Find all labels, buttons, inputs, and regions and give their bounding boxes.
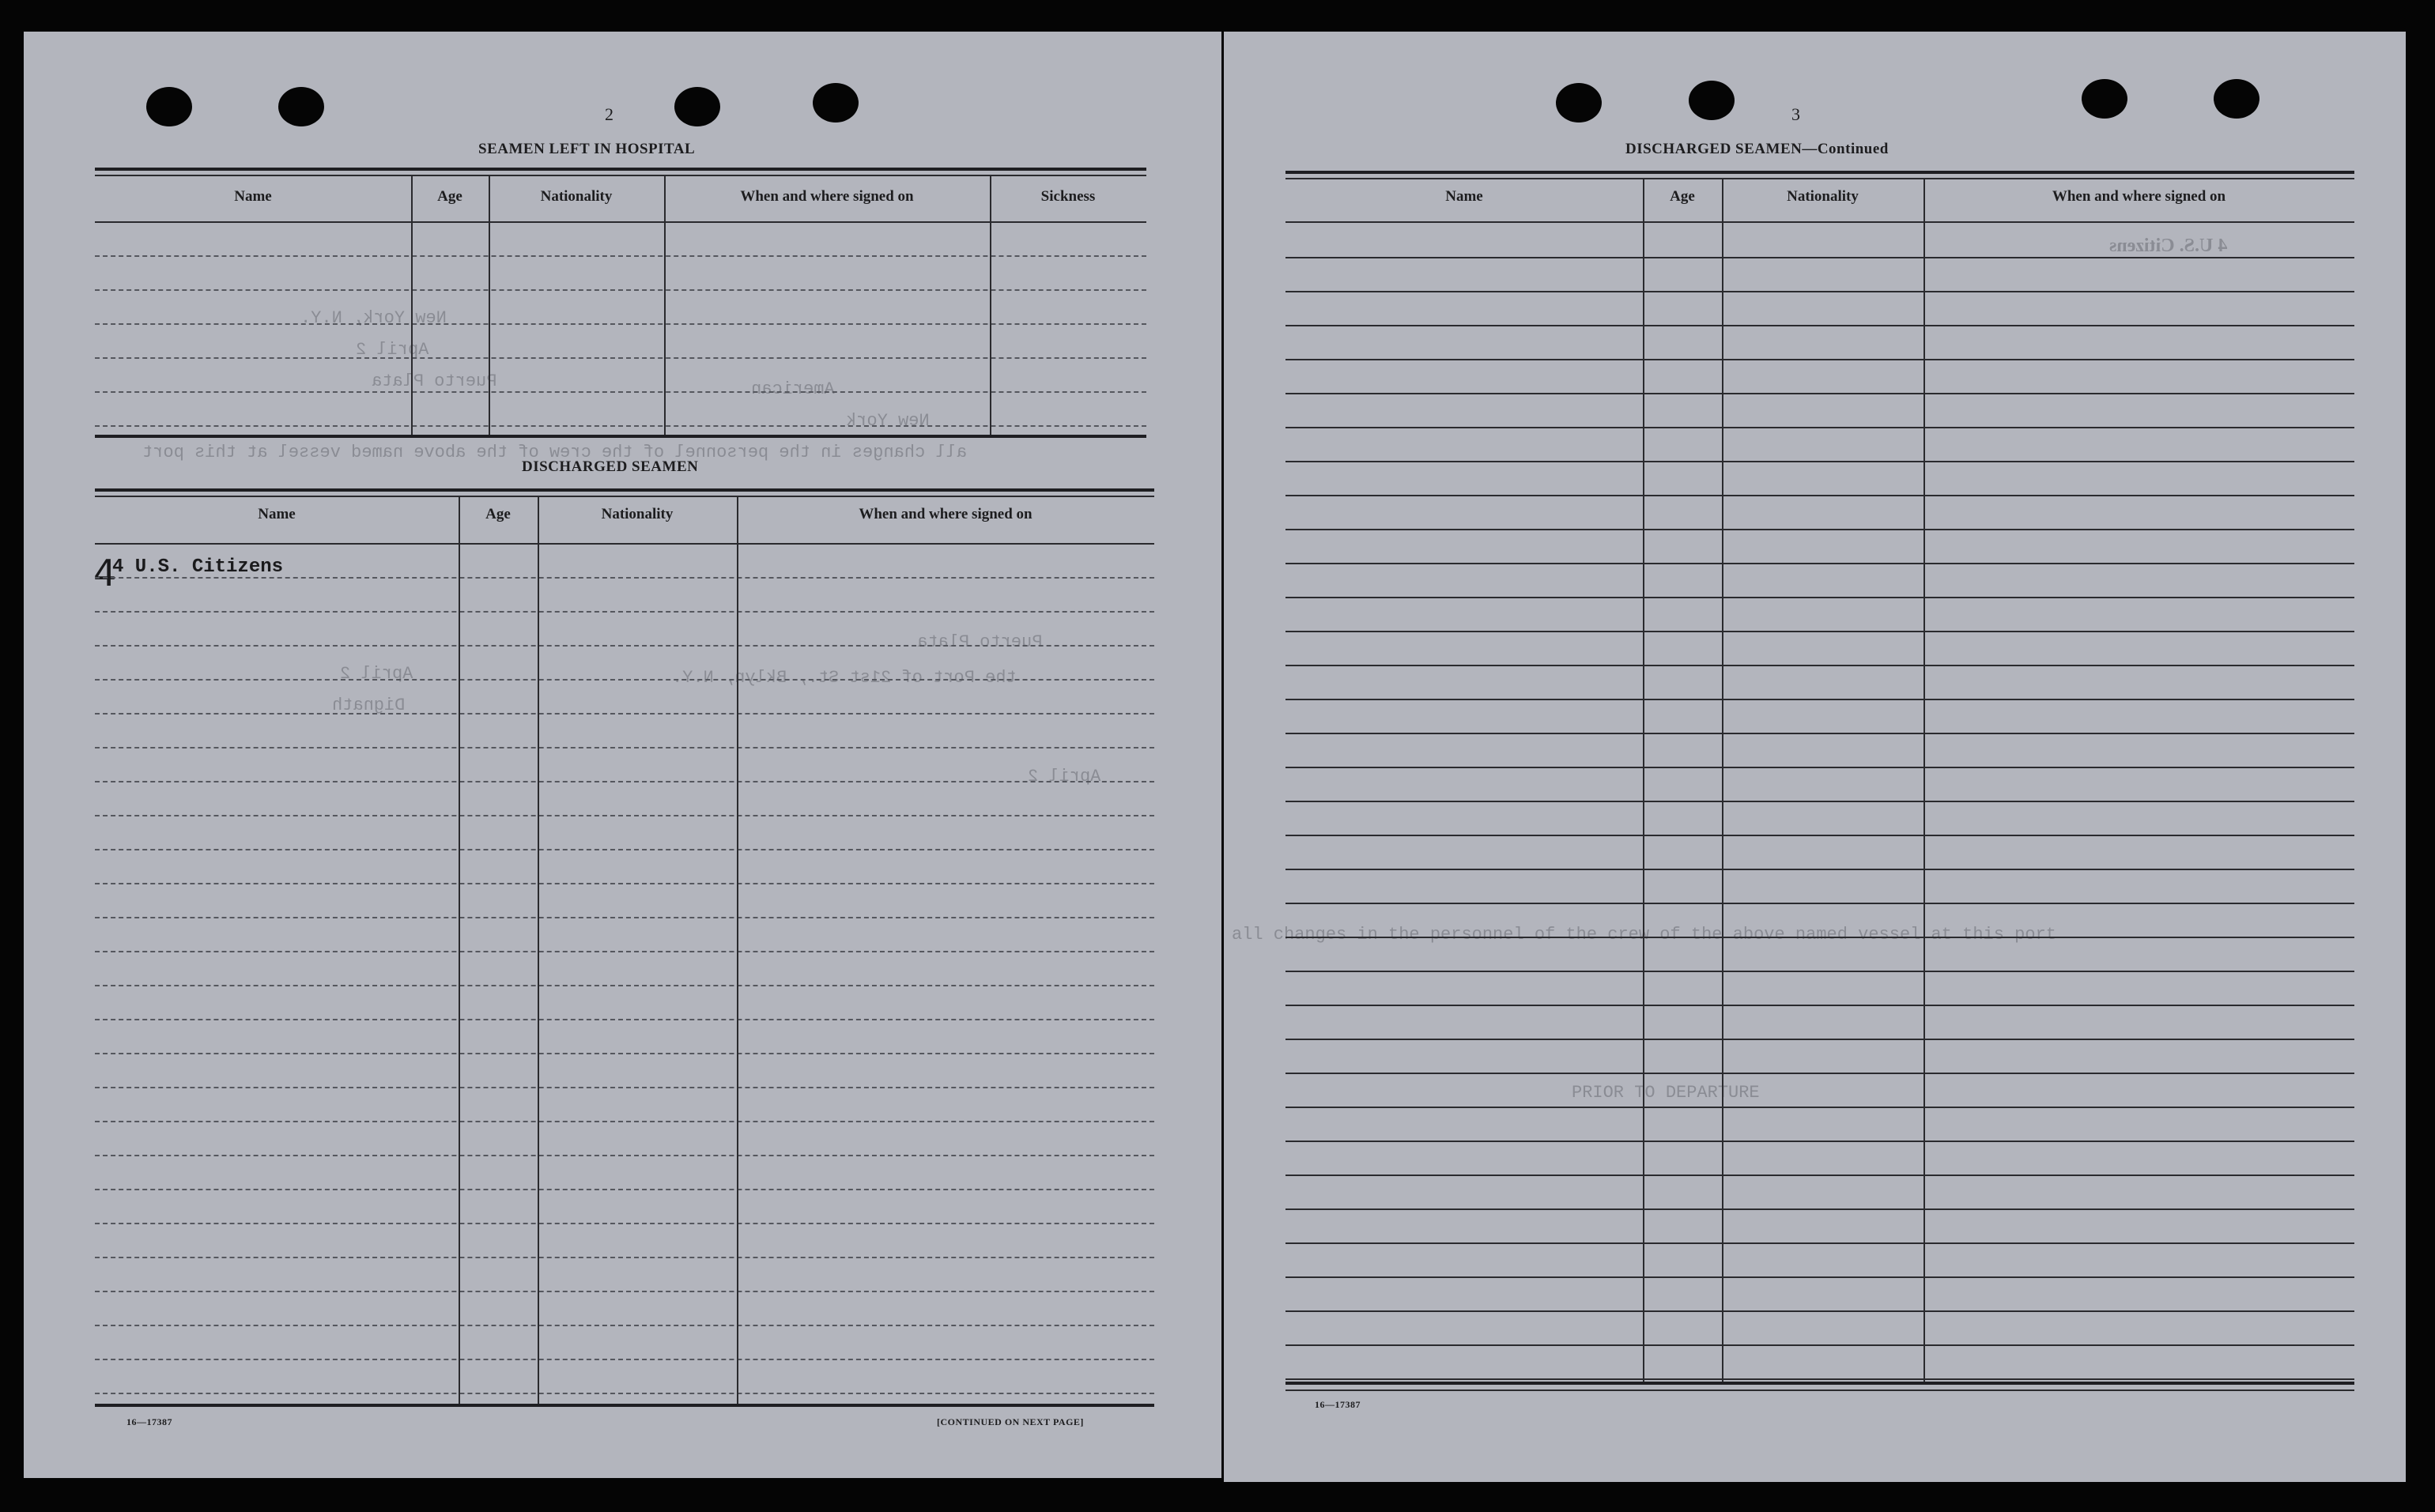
table-rule [95, 1404, 1154, 1407]
row-line [1285, 1073, 2354, 1074]
table-rule [95, 221, 1146, 223]
row-line [1285, 1175, 2354, 1176]
row-line [95, 1019, 1154, 1020]
hospital-col-signed-on: When and where signed on [740, 188, 914, 205]
table-rule [95, 488, 1154, 492]
column-divider [1923, 179, 1925, 1382]
discharged-col-signed-on: When and where signed on [859, 506, 1033, 522]
row-line [95, 781, 1154, 782]
continued-col-signed-on: When and where signed on [2052, 188, 2226, 205]
column-divider [411, 176, 413, 435]
row-line [1285, 835, 2354, 836]
row-line [1285, 495, 2354, 496]
hospital-section-title: SEAMEN LEFT IN HOSPITAL [478, 141, 696, 157]
row-line [1285, 325, 2354, 326]
row-line [95, 917, 1154, 918]
discharged-entry: 4 U.S. Citizens [112, 556, 284, 578]
bleed-through-text: Puerto Plata [372, 371, 497, 391]
row-line [95, 1053, 1154, 1054]
bleed-through-text: New York [846, 411, 930, 431]
continued-col-name: Name [1445, 188, 1483, 205]
bleed-through-text: New York, N.Y. [300, 308, 447, 328]
bleed-through-text: all changes in the personnel of the crew of the above named vessel at this port [142, 443, 967, 462]
left-page [24, 32, 1221, 1478]
row-line [1285, 1344, 2354, 1346]
page-number: 2 [605, 104, 613, 124]
page-number: 3 [1791, 104, 1800, 124]
discharged-col-age: Age [485, 506, 511, 522]
row-line [95, 391, 1146, 393]
table-rule [95, 175, 1146, 176]
bleed-through-text: all changes in the personnel of the crew of the above named vessel at this port [1232, 925, 2056, 945]
row-line [95, 1291, 1154, 1292]
table-rule [95, 168, 1146, 171]
row-line [95, 357, 1146, 359]
punch-hole [674, 87, 720, 126]
hospital-col-nationality: Nationality [540, 188, 613, 205]
punch-hole [1689, 81, 1735, 120]
punch-hole [813, 83, 859, 123]
row-line [1285, 1005, 2354, 1006]
row-line [1285, 767, 2354, 768]
bleed-through-text: Dignath [332, 696, 406, 715]
table-rule [1285, 178, 2354, 179]
row-line [1285, 733, 2354, 734]
form-number: 16—17387 [1315, 1399, 1361, 1410]
row-line [1285, 563, 2354, 564]
discharged-col-name: Name [258, 506, 296, 522]
punch-hole [146, 87, 192, 126]
bleed-through-text: PRIOR TO DEPARTURE [1572, 1083, 1760, 1103]
row-line [1285, 1378, 2354, 1380]
continued-col-age: Age [1670, 188, 1695, 205]
table-rule [95, 543, 1154, 545]
row-line [1285, 1242, 2354, 1244]
discharged-col-nationality: Nationality [601, 506, 674, 522]
hospital-col-name: Name [234, 188, 272, 205]
column-divider [990, 176, 991, 435]
row-line [95, 1155, 1154, 1156]
column-divider [737, 497, 738, 1404]
row-line [95, 1257, 1154, 1258]
handwritten-count: 4 [93, 552, 117, 594]
row-line [1285, 1208, 2354, 1210]
row-line [95, 425, 1146, 427]
row-line [95, 883, 1154, 884]
row-line [95, 577, 1154, 579]
row-line [1285, 699, 2354, 700]
punch-hole [278, 87, 324, 126]
column-divider [459, 497, 460, 1404]
row-line [95, 1223, 1154, 1224]
row-line [1285, 427, 2354, 428]
row-line [1285, 869, 2354, 870]
row-line [1285, 461, 2354, 462]
row-line [95, 747, 1154, 748]
row-line [95, 713, 1154, 715]
row-line [95, 1087, 1154, 1088]
row-line [1285, 1107, 2354, 1108]
row-line [95, 323, 1146, 325]
row-line [1285, 1039, 2354, 1040]
row-line [1285, 801, 2354, 802]
row-line [95, 255, 1146, 257]
column-divider [664, 176, 666, 435]
row-line [1285, 257, 2354, 258]
discharged-section-title: DISCHARGED SEAMEN [522, 458, 699, 475]
row-line [1285, 1310, 2354, 1312]
row-line [95, 951, 1154, 952]
bleed-through-text: April 2 [340, 664, 413, 684]
punch-hole [2214, 79, 2259, 119]
table-rule [1285, 221, 2354, 223]
row-line [95, 679, 1154, 681]
row-line [95, 1325, 1154, 1326]
row-line [1285, 393, 2354, 394]
hospital-col-sickness: Sickness [1040, 188, 1096, 205]
discharged-continued-title: DISCHARGED SEAMEN—Continued [1625, 141, 1889, 157]
row-line [95, 611, 1154, 613]
row-line [95, 985, 1154, 986]
column-divider [489, 176, 490, 435]
continued-note: [CONTINUED ON NEXT PAGE] [937, 1416, 1084, 1427]
row-line [95, 1121, 1154, 1122]
row-line [1285, 937, 2354, 938]
row-line [95, 1189, 1154, 1190]
punch-hole [2082, 79, 2127, 119]
row-line [1285, 359, 2354, 360]
row-line [95, 289, 1146, 291]
row-line [1285, 903, 2354, 904]
row-line [95, 1359, 1154, 1360]
bleed-through-text: Puerto Plata [917, 632, 1043, 652]
column-divider [1722, 179, 1723, 1382]
continued-col-nationality: Nationality [1787, 188, 1859, 205]
table-rule [1285, 1382, 2354, 1385]
row-line [1285, 665, 2354, 666]
hospital-col-age: Age [437, 188, 462, 205]
table-rule [95, 435, 1146, 438]
bleed-through-text: the Port of 21st St., Bklyn, N.Y. [672, 668, 1017, 688]
row-line [95, 849, 1154, 850]
table-rule [1285, 1389, 2354, 1391]
column-divider [538, 497, 539, 1404]
bleed-through-text: April 2 [356, 340, 429, 360]
row-line [1285, 291, 2354, 292]
punch-hole [1556, 83, 1602, 123]
row-line [1285, 971, 2354, 972]
row-line [1285, 1141, 2354, 1142]
row-line [1285, 597, 2354, 598]
table-rule [1285, 171, 2354, 174]
bleed-through-text: 4 U.S. Citizens [2109, 236, 2228, 256]
table-rule [95, 496, 1154, 497]
row-line [1285, 631, 2354, 632]
row-line [95, 1393, 1154, 1394]
bleed-through-text: April 2 [1028, 767, 1101, 786]
row-line [95, 815, 1154, 816]
column-divider [1643, 179, 1644, 1382]
bleed-through-text: American [751, 379, 835, 399]
form-number: 16—17387 [126, 1416, 172, 1427]
right-page [1224, 32, 2406, 1482]
row-line [95, 645, 1154, 647]
row-line [1285, 529, 2354, 530]
row-line [1285, 1276, 2354, 1278]
